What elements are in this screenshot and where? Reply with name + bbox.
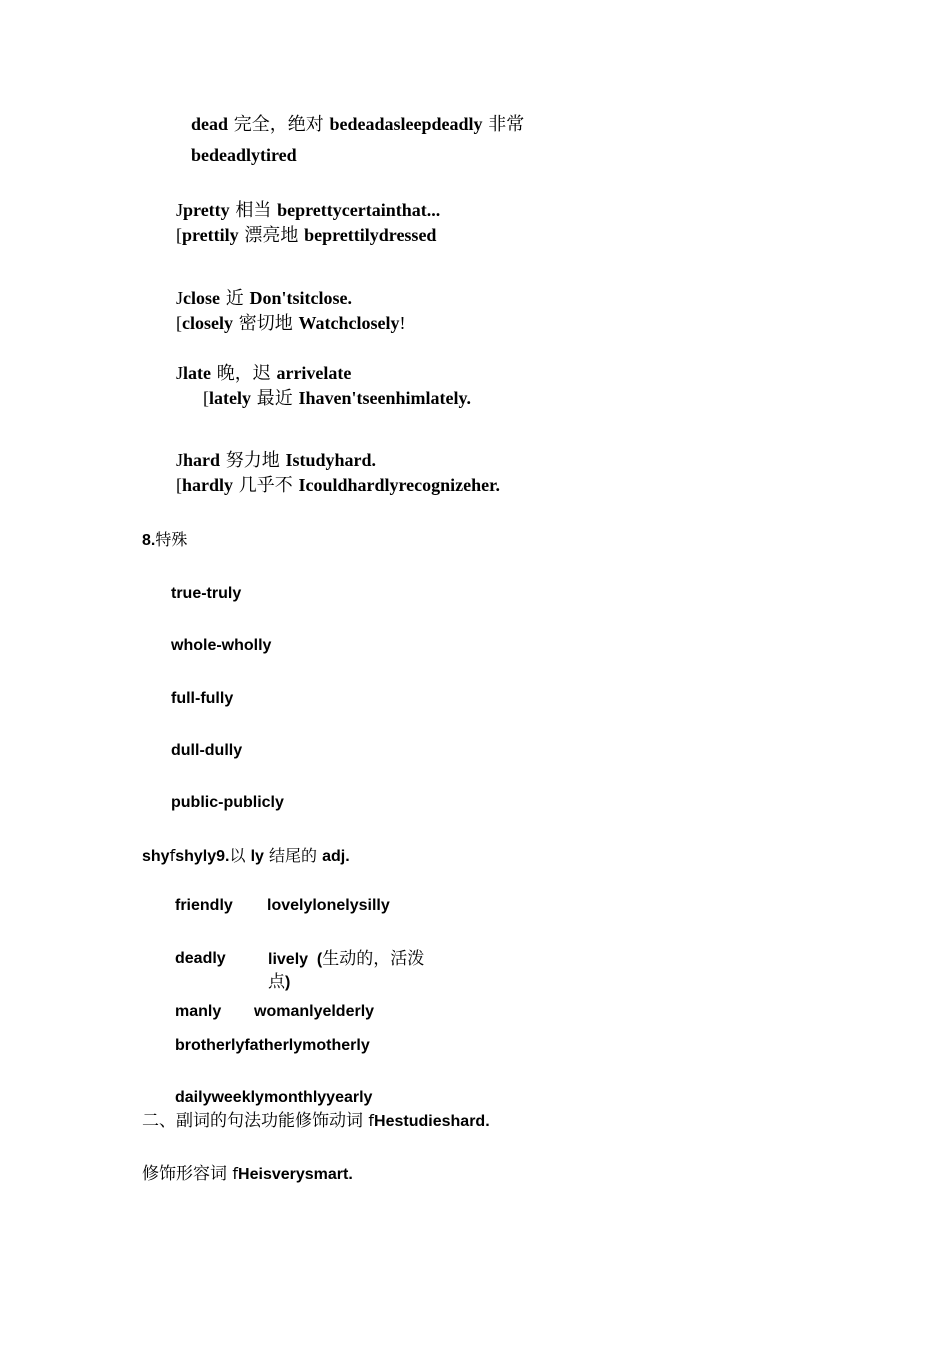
term: close	[183, 288, 220, 308]
punctuation: !	[399, 313, 406, 333]
pair-item	[171, 638, 271, 654]
late-line-1	[176, 364, 351, 383]
word: friendly	[175, 897, 233, 914]
ly-word-continued	[268, 974, 290, 991]
word: brotherlyfatherlymotherly	[175, 1037, 370, 1054]
pair-text: whole-wholly	[171, 637, 272, 654]
ly-word	[267, 898, 390, 914]
paren: (	[316, 951, 323, 968]
hard-line-2	[176, 476, 500, 495]
hard-line-1	[176, 451, 376, 470]
bracket-mark: [	[176, 313, 182, 333]
section-number: 8.	[142, 532, 156, 549]
ly-word	[254, 1004, 374, 1020]
word: manly	[175, 1003, 222, 1020]
example: beprettycertainthat...	[277, 200, 441, 220]
term: pretty	[183, 200, 230, 220]
arrow-mark: f	[232, 1164, 239, 1183]
word: dailyweeklymonthlyyearly	[175, 1089, 373, 1106]
ly-word	[175, 1038, 370, 1054]
bracket-mark: [	[203, 388, 209, 408]
close-line-2	[176, 314, 405, 333]
word: deadly	[175, 950, 226, 967]
bracket-mark: [	[176, 225, 182, 245]
function-line-2	[142, 1166, 353, 1183]
meaning: 完全，绝对	[228, 114, 330, 135]
term: adj.	[322, 848, 350, 865]
example: beprettilydressed	[304, 225, 437, 245]
text: 二、副词的句法功能修饰动词	[142, 1111, 369, 1131]
meaning: 漂亮地	[238, 225, 305, 246]
example: bedeadasleepdeadly	[329, 114, 483, 134]
gloss: 点	[268, 972, 285, 992]
pretty-line-1	[176, 201, 440, 220]
term: late	[183, 363, 211, 383]
ly-word	[175, 951, 226, 967]
pair-item	[171, 586, 241, 602]
term: ly	[250, 848, 264, 865]
arrow-mark: f	[169, 846, 176, 865]
section-title: 特殊	[155, 530, 188, 549]
example: Ihaven'tseenhimlately.	[298, 388, 471, 408]
bracket-mark: [	[176, 475, 182, 495]
term: dead	[191, 114, 229, 134]
pair-item	[171, 691, 233, 707]
ly-word	[175, 898, 233, 914]
example: Istudyhard.	[285, 450, 377, 470]
term: shy	[142, 848, 170, 865]
meaning: 努力地	[220, 450, 286, 471]
meaning: 非常	[482, 114, 525, 135]
bracket-mark: J	[176, 450, 184, 470]
pair-text: true-truly	[171, 585, 242, 602]
section-heading-special	[142, 532, 187, 549]
term: lately	[209, 388, 251, 408]
word: womanlyelderly	[254, 1003, 375, 1020]
text: 修饰形容词	[142, 1164, 233, 1184]
pretty-line-2	[176, 226, 436, 245]
example: arrivelate	[276, 363, 352, 383]
text: 以	[229, 846, 251, 865]
word: lovelylonelysilly	[267, 897, 390, 914]
bracket-mark: J	[176, 288, 184, 308]
term: prettily	[182, 225, 239, 245]
pair-text: dull-dully	[171, 742, 243, 759]
bracket-mark: J	[176, 363, 184, 383]
term: closely	[182, 313, 233, 333]
meaning: 近	[220, 288, 250, 309]
example: Watchclosely	[298, 313, 400, 333]
term: hardly	[182, 475, 234, 495]
example: Icouldhardlyrecognizeher.	[298, 475, 500, 495]
meaning: 几乎不	[233, 475, 299, 496]
example: Don'tsitclose.	[249, 288, 352, 308]
meaning: 密切地	[233, 313, 299, 334]
function-line-1	[142, 1113, 490, 1130]
ly-word	[175, 1004, 221, 1020]
close-line-1	[176, 289, 352, 308]
term: hard	[183, 450, 221, 470]
example: Heisverysmart.	[238, 1166, 353, 1183]
meaning: 最近	[251, 388, 299, 409]
paren: )	[285, 974, 291, 991]
term: shyly9.	[175, 848, 230, 865]
pair-item	[171, 743, 242, 759]
dead-line-1	[191, 115, 524, 134]
ly-word	[268, 951, 424, 968]
example: bedeadlytired	[191, 145, 297, 165]
pair-text: full-fully	[171, 690, 234, 707]
meaning: 晚，迟	[211, 363, 277, 384]
shy-line	[142, 848, 350, 865]
bracket-mark: J	[176, 200, 184, 220]
arrow-mark: f	[368, 1111, 375, 1130]
word: lively	[268, 951, 309, 968]
ly-word	[175, 1090, 372, 1106]
pair-item	[171, 795, 284, 811]
example: Hestudieshard.	[374, 1113, 490, 1130]
meaning: 相当	[229, 200, 278, 221]
late-line-2	[203, 389, 471, 408]
text: 结尾的	[263, 846, 323, 865]
gloss: 生动的，活泼	[322, 949, 425, 969]
dead-line-2	[191, 146, 297, 164]
pair-text: public-publicly	[171, 794, 284, 811]
